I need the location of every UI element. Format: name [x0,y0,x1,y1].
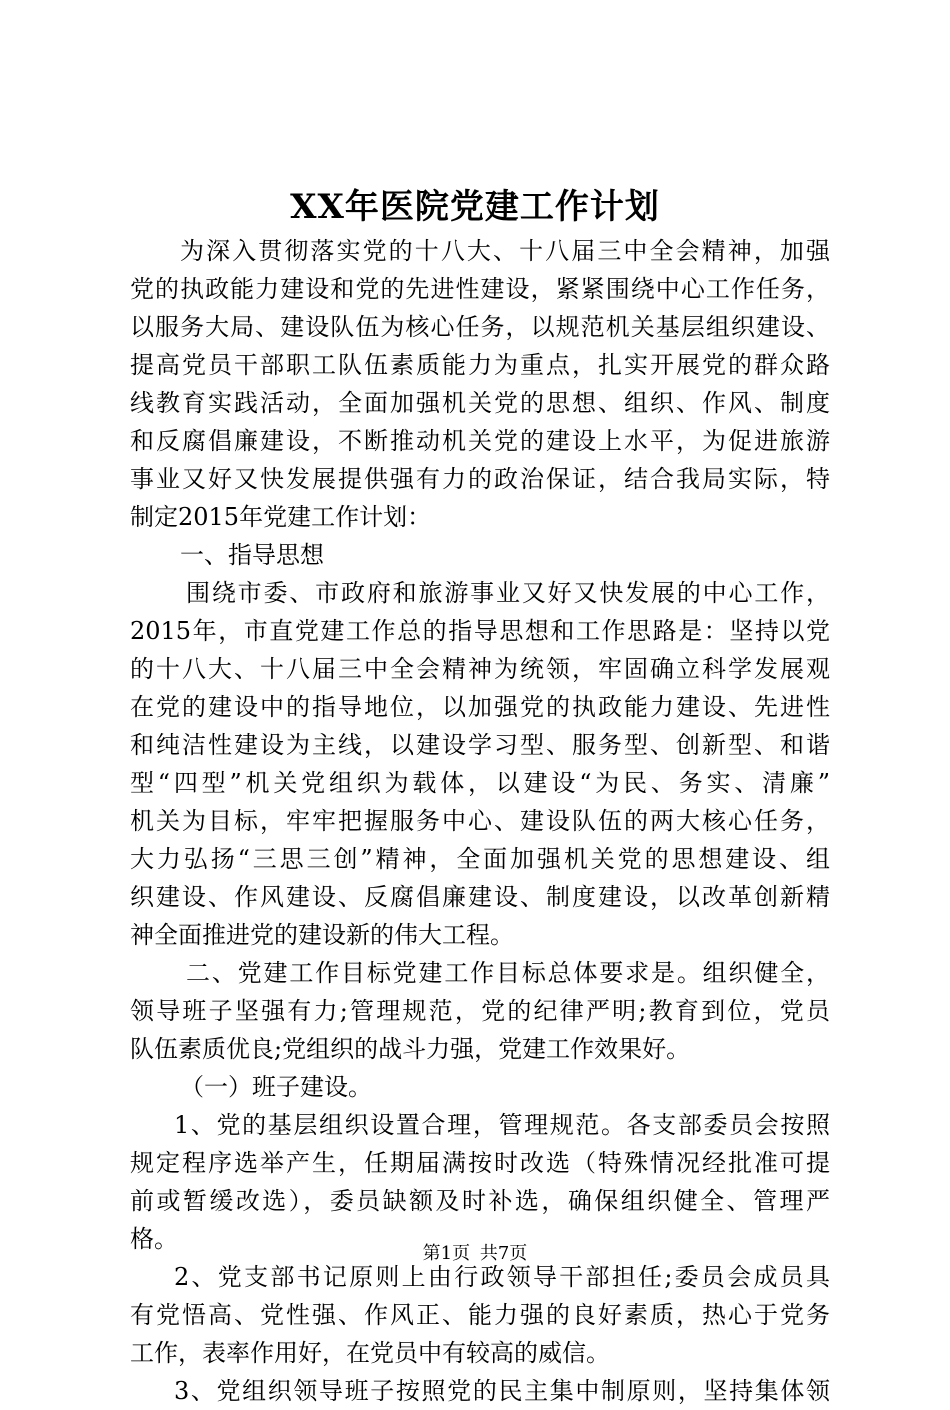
body-line: 织建设、作风建设、反腐倡廉建设、制度建设，以改革创新精 [130,883,830,911]
body-line: 规定程序选举产生，任期届满按时改选（特殊情况经批准可提 [130,1149,830,1177]
body-line: 线教育实践活动，全面加强机关党的思想、组织、作风、制度 [130,389,830,417]
body-line: 格。 [130,1225,178,1253]
body-line: 领导班子坚强有力;管理规范，党的纪律严明;教育到位，党员 [130,997,830,1025]
section-heading: 一、指导思想 [180,541,324,569]
body-line: 制定2015年党建工作计划： [130,503,432,531]
body-line: 有党悟高、党性强、作风正、能力强的良好素质，热心于党务 [130,1301,830,1329]
body-line: 队伍素质优良;党组织的战斗力强，党建工作效果好。 [130,1035,691,1063]
body-line: 大力弘扬“三思三创”精神，全面加强机关党的思想建设、组 [130,845,830,873]
body-line: 事业又好又快发展提供强有力的政治保证，结合我局实际，特 [130,465,830,493]
body-line: 工作，表率作用好，在党员中有较高的威信。 [130,1339,610,1367]
body-line: 提高党员干部职工队伍素质能力为重点，扎实开展党的群众路 [130,351,830,379]
page-number: 第1页 [422,1243,471,1264]
body-line: 2、党支部书记原则上由行政领导干部担任;委员会成员具 [174,1263,830,1291]
page-total: 共7页 [479,1243,528,1264]
body-line: 机关为目标，牢牢把握服务中心、建设队伍的两大核心任务， [130,807,830,835]
body-line: 和纯洁性建设为主线，以建设学习型、服务型、创新型、和谐 [130,731,830,759]
body-line: 围绕市委、市政府和旅游事业又好又快发展的中心工作， [186,579,830,607]
body-line: 和反腐倡廉建设，不断推动机关党的建设上水平，为促进旅游 [130,427,830,455]
body-line: 为深入贯彻落实党的十八大、十八届三中全会精神，加强 [180,237,830,265]
page-footer [0,1242,950,1266]
body-line: 以服务大局、建设队伍为核心任务，以规范机关基层组织建设、 [130,313,830,341]
body-line: 神全面推进党的建设新的伟大工程。 [130,921,514,949]
body-line: 3、党组织领导班子按照党的民主集中制原则，坚持集体领 [174,1377,830,1405]
body-line: 的十八大、十八届三中全会精神为统领，牢固确立科学发展观 [130,655,830,683]
subsection-heading: （一）班子建设。 [180,1073,372,1101]
body-line: 2015年，市直党建工作总的指导思想和工作思路是：坚持以党 [130,617,830,645]
document-title: XX年医院党建工作计划 [290,187,660,227]
document-body [130,232,830,1410]
body-line: 前或暂缓改选），委员缺额及时补选，确保组织健全、管理严 [130,1187,830,1215]
body-line: 1、党的基层组织设置合理，管理规范。各支部委员会按照 [174,1111,830,1139]
section-heading: 二、党建工作目标党建工作目标总体要求是。组织健全， [186,959,830,987]
body-line: 党的执政能力建设和党的先进性建设，紧紧围绕中心工作任务， [130,275,830,303]
body-line: 型“四型”机关党组织为载体，以建设“为民、务实、清廉” [130,769,830,797]
body-line: 在党的建设中的指导地位，以加强党的执政能力建设、先进性 [130,693,830,721]
